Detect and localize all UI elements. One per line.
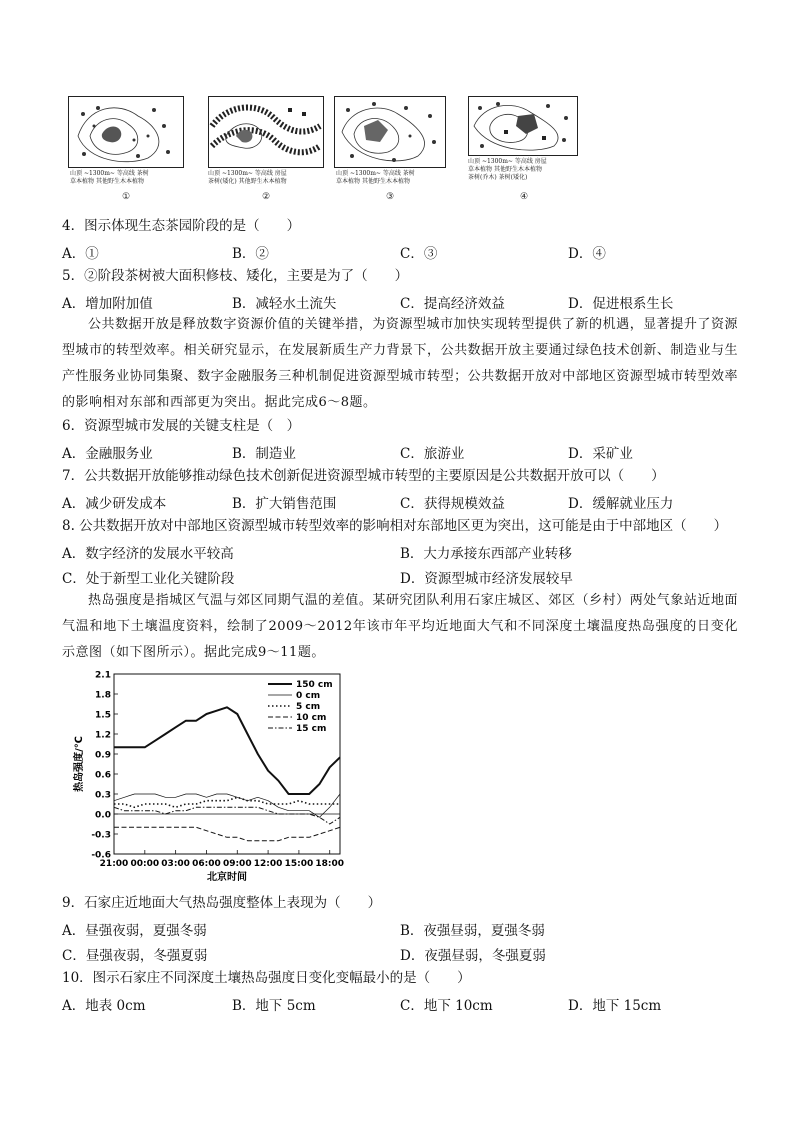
legend-text: 草本植物 — [468, 166, 493, 173]
legend-text: 房屋 — [274, 170, 287, 177]
q4-option-d[interactable]: D．④ — [568, 246, 606, 262]
stage-map-2 — [208, 96, 324, 168]
map-4-image — [468, 96, 578, 156]
legend-text: 房屋 — [534, 158, 547, 165]
q10-option-a[interactable]: A．地表 0cm — [62, 998, 146, 1014]
x-tick-label: 06:00 — [192, 859, 221, 869]
q6-option-a[interactable]: A．金融服务业 — [62, 446, 153, 462]
y-tick-label: 0.9 — [95, 750, 111, 761]
question-7: 7．公共数据开放能够推动绿色技术创新促进资源型城市转型的主要原因是公共数据开放可以（ ） — [62, 468, 665, 484]
stage-map-3 — [334, 96, 446, 168]
x-tick-label: 09:00 — [222, 859, 252, 869]
q8-option-b[interactable]: B．大力承接东西部产业转移 — [400, 546, 572, 562]
series-line-10cm — [114, 827, 340, 840]
legend-text: ~1300m~ 等高线 — [349, 170, 401, 177]
map-3-number: ③ — [386, 192, 395, 202]
q4-option-c[interactable]: C．③ — [400, 246, 438, 262]
heat-island-chart-svg — [72, 668, 350, 890]
q6-option-d[interactable]: D．采矿业 — [568, 446, 633, 462]
map-3-image — [334, 96, 446, 168]
map-2-number: ② — [262, 192, 271, 202]
question-10: 10．图示石家庄不同深度土壤热岛强度日变化变幅最小的是（ ） — [62, 970, 471, 986]
q9-option-b[interactable]: B．夜强昼弱，夏强冬弱 — [400, 923, 545, 939]
q5-option-b[interactable]: B．减轻水土流失 — [232, 296, 337, 312]
x-tick-label: 12:00 — [253, 859, 283, 869]
q7-option-c[interactable]: C．获得规模效益 — [400, 496, 505, 512]
legend-text: 茶树 — [402, 170, 415, 177]
question-4: 4．图示体现生态茶园阶段的是（ ） — [62, 218, 301, 234]
legend-text: ~1300m~ 等高线 — [481, 158, 533, 165]
q8-option-d[interactable]: D．资源型城市经济发展较早 — [400, 571, 573, 587]
y-tick-label: -0.6 — [91, 850, 111, 861]
legend-text: ~1300m~ 等高线 — [221, 170, 273, 177]
y-axis-label: 热岛强度/℃ — [74, 736, 85, 792]
y-tick-label: 2.1 — [95, 670, 111, 681]
legend-text: 茶树(矮化) — [498, 174, 528, 181]
passage-heat-island: 热岛强度是指城区气温与郊区同期气温的差值。某研究团队利用石家庄城区、郊区（乡村）两处气象站近地面气温和地下土壤温度资料，绘制了2009～2012年该市年平均近地面大气和不同深度土壤温度热岛强度的日变化示意图（如下图所示）。据此完成9～11题。 — [62, 593, 738, 660]
x-tick-label: 15:00 — [284, 859, 314, 869]
legend-text: 其他野生木本植物 — [493, 166, 542, 173]
legend-text: 草本植物 — [336, 178, 361, 185]
map-1-number: ① — [122, 192, 131, 202]
q8-option-a[interactable]: A．数字经济的发展水平较高 — [62, 546, 234, 562]
y-tick-label: 1.2 — [95, 730, 111, 741]
map-1-image — [68, 96, 184, 168]
heat-island-chart — [72, 668, 350, 890]
question-5: 5．②阶段茶树被大面积修枝、矮化，主要是为了（ ） — [62, 268, 409, 284]
q10-option-c[interactable]: C．地下 10cm — [400, 998, 493, 1014]
x-tick-label: 03:00 — [161, 859, 190, 869]
legend-text: 其他野生木本植物 — [361, 178, 410, 185]
q9-option-d[interactable]: D．夜强昼弱，冬强夏弱 — [400, 948, 546, 964]
legend-text: 山顶 — [336, 170, 349, 177]
map-2-image — [208, 96, 324, 168]
map-1-legend — [70, 170, 149, 186]
x-tick-label: 18:00 — [315, 859, 345, 869]
q4-option-a[interactable]: A．① — [62, 246, 99, 262]
passage-public-data: 公共数据开放是释放数字资源价值的关键举措，为资源型城市加快实现转型提供了新的机遇，显著提升了资源型城市的转型效率。相关研究显示，在发展新质生产力背景下，公共数据开放主要通过绿色技术创新、制造业与生产性服务业协同集聚、数字金融服务三种机制促进资源型城市转型；公共数据开放对中部地区资源型城市转型效率的影响相对东部和西部更为突出。据此完成6～8题。 — [62, 317, 738, 410]
y-tick-label: 1.5 — [95, 710, 111, 721]
map-3-legend — [336, 170, 415, 186]
legend-text: 山顶 — [70, 170, 83, 177]
stage-maps — [68, 96, 588, 204]
legend-text: 其他野生木本植物 — [238, 178, 287, 185]
q7-option-a[interactable]: A．减少研发成本 — [62, 496, 167, 512]
stage-map-4 — [468, 96, 578, 156]
q5-option-d[interactable]: D．促进根系生长 — [568, 296, 674, 312]
legend-text: 山顶 — [208, 170, 221, 177]
legend-text: 山顶 — [468, 158, 481, 165]
y-tick-label: 0.3 — [95, 790, 111, 801]
x-tick-label: 21:00 — [99, 859, 129, 869]
map-4-legend — [468, 158, 547, 182]
legend-text: 草本植物 — [70, 178, 95, 185]
map-2-legend — [208, 170, 287, 186]
stage-map-1 — [68, 96, 184, 168]
legend-text: 茶树(乔木) — [468, 174, 497, 181]
legend-text: 其他野生木本植物 — [95, 178, 144, 185]
q6-option-b[interactable]: B．制造业 — [232, 446, 296, 462]
question-9: 9．石家庄近地面大气热岛强度整体上表现为（ ） — [62, 895, 382, 911]
q5-option-a[interactable]: A．增加附加值 — [62, 296, 153, 312]
legend-label: 10 cm — [296, 713, 327, 723]
q10-option-d[interactable]: D．地下 15cm — [568, 998, 662, 1014]
y-tick-label: 0.0 — [95, 810, 111, 821]
q5-option-c[interactable]: C．提高经济效益 — [400, 296, 505, 312]
q8-option-c[interactable]: C．处于新型工业化关键阶段 — [62, 571, 235, 587]
map-4-number: ④ — [520, 192, 529, 202]
legend-label: 0 cm — [296, 691, 321, 701]
q9-option-c[interactable]: C．昼强夜弱，冬强夏弱 — [62, 948, 208, 964]
legend-label: 15 cm — [296, 724, 327, 734]
x-tick-label: 00:00 — [130, 859, 160, 869]
q7-option-b[interactable]: B．扩大销售范围 — [232, 496, 337, 512]
series-line-5cm — [114, 797, 340, 807]
q4-option-b[interactable]: B．② — [232, 246, 269, 262]
legend-text: ~1300m~ 等高线 — [83, 170, 135, 177]
q6-option-c[interactable]: C．旅游业 — [400, 446, 465, 462]
legend-text: 茶树(矮化) — [208, 178, 237, 185]
series-line-15cm — [114, 807, 340, 824]
legend-text: 茶树 — [136, 170, 149, 177]
x-axis-label: 北京时间 — [207, 872, 247, 883]
y-tick-label: 0.6 — [95, 770, 111, 781]
question-6: 6．资源型城市发展的关键支柱是（ ） — [62, 418, 301, 434]
question-8: 8. 公共数据开放对中部地区资源型城市转型效率的影响相对东部地区更为突出，这可能是由于中部地区（ ） — [62, 518, 728, 534]
y-tick-label: -0.3 — [91, 830, 111, 841]
q9-option-a[interactable]: A．昼强夜弱，夏强冬弱 — [62, 923, 207, 939]
q10-option-b[interactable]: B．地下 5cm — [232, 998, 316, 1014]
legend-label: 150 cm — [296, 680, 333, 690]
y-tick-label: 1.8 — [95, 690, 111, 701]
legend-label: 5 cm — [296, 702, 321, 712]
q7-option-d[interactable]: D．缓解就业压力 — [568, 496, 674, 512]
